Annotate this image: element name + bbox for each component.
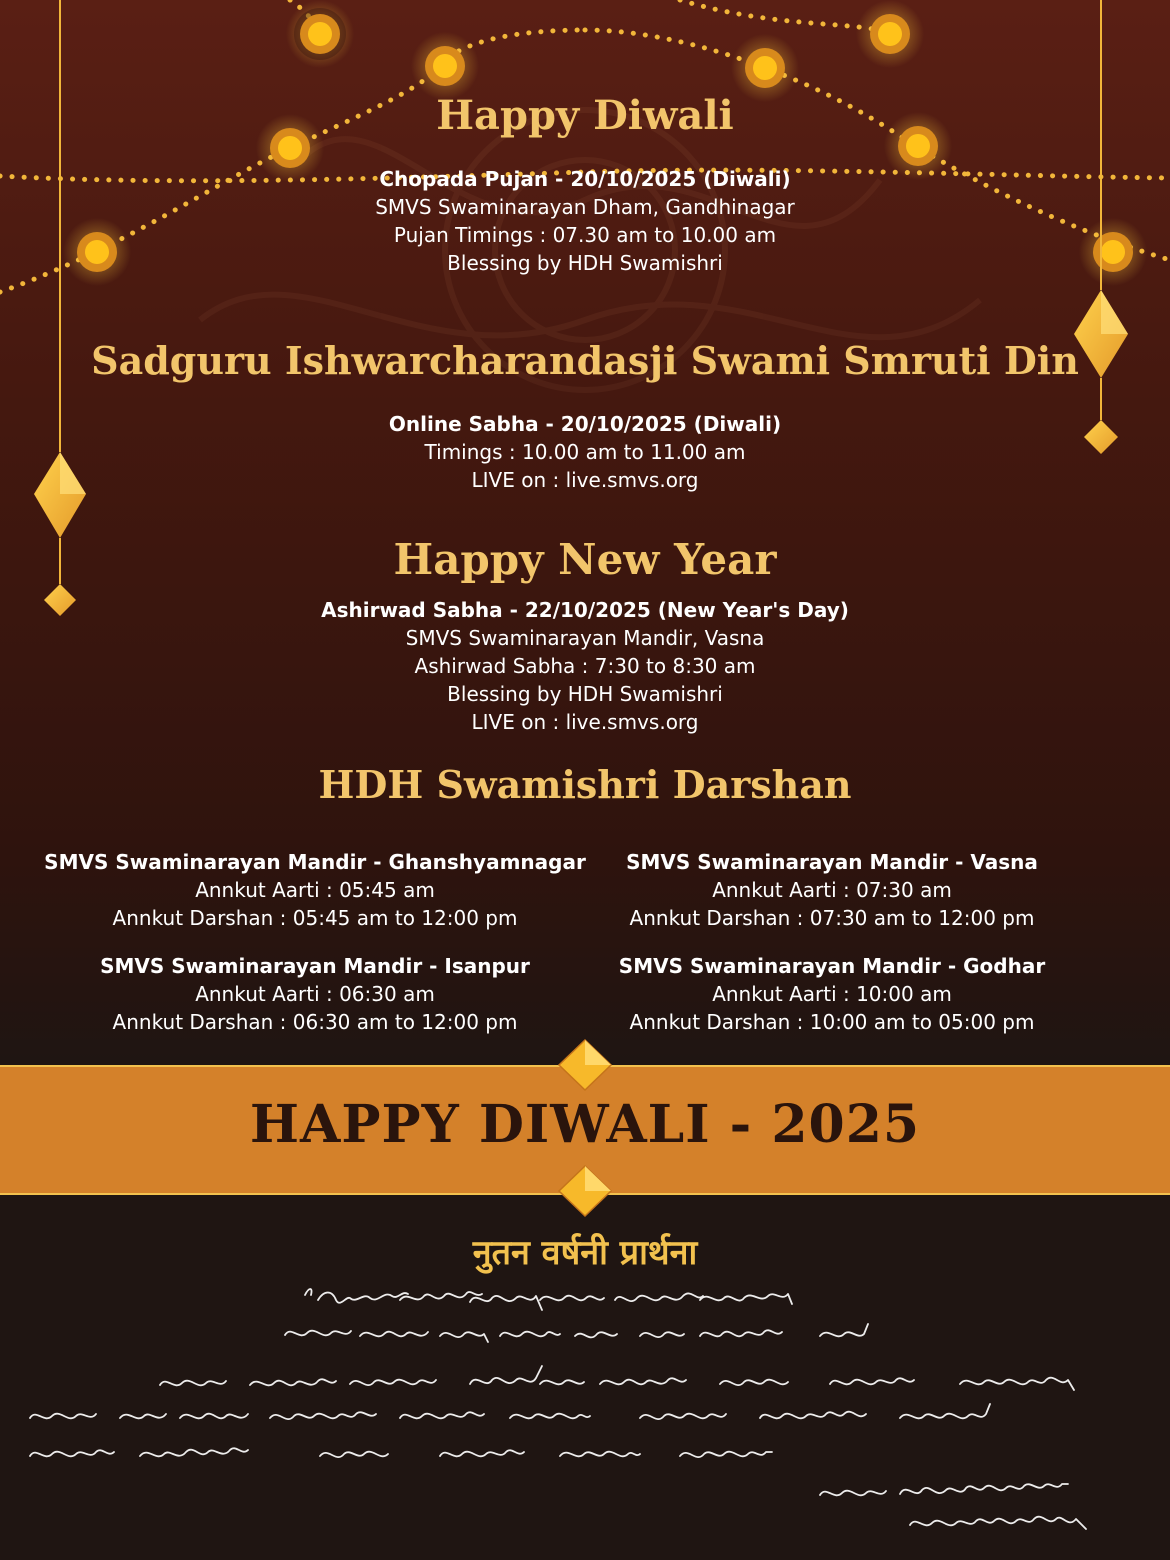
venue-aarti: Annkut Aarti : 07:30 am bbox=[712, 878, 952, 902]
section3-line: LIVE on : live.smvs.org bbox=[471, 710, 699, 734]
section2-line: Online Sabha - 20/10/2025 (Diwali) bbox=[388, 412, 782, 436]
section3-details bbox=[0, 596, 1170, 736]
prayer-title: नुतन वर्षनी प्रार्थना bbox=[472, 1233, 698, 1273]
venue-name: SMVS Swaminarayan Mandir - Vasna bbox=[626, 850, 1038, 874]
venue-name: SMVS Swaminarayan Mandir - Godhar bbox=[618, 954, 1046, 978]
section1-title: Happy Diwali bbox=[436, 92, 734, 139]
section1-details bbox=[0, 165, 1170, 277]
venue-darshan: Annkut Darshan : 05:45 am to 12:00 pm bbox=[112, 906, 518, 930]
section3-line: Blessing by HDH Swamishri bbox=[447, 682, 723, 706]
venue-aarti: Annkut Aarti : 06:30 am bbox=[195, 982, 435, 1006]
venue-vasna bbox=[552, 848, 1112, 932]
section3-line: Ashirwad Sabha - 22/10/2025 (New Year's Day) bbox=[321, 598, 849, 622]
section3-title: Happy New Year bbox=[393, 535, 777, 584]
venue-darshan: Annkut Darshan : 06:30 am to 12:00 pm bbox=[112, 1010, 518, 1034]
venue-darshan: Annkut Darshan : 07:30 am to 12:00 pm bbox=[629, 906, 1035, 930]
venue-godhar bbox=[552, 952, 1112, 1036]
venue-darshan: Annkut Darshan : 10:00 am to 05:00 pm bbox=[629, 1010, 1035, 1034]
section2-line: Timings : 10.00 am to 11.00 am bbox=[424, 440, 746, 464]
section2-details bbox=[0, 410, 1170, 494]
venue-aarti: Annkut Aarti : 10:00 am bbox=[712, 982, 952, 1006]
venue-aarti: Annkut Aarti : 05:45 am bbox=[195, 878, 435, 902]
section1-line: Pujan Timings : 07.30 am to 10.00 am bbox=[393, 223, 777, 247]
section2-title: Sadguru Ishwarcharandasji Swami Smruti Din bbox=[91, 338, 1079, 383]
section3-line: SMVS Swaminarayan Mandir, Vasna bbox=[405, 626, 765, 650]
venue-name: SMVS Swaminarayan Mandir - Isanpur bbox=[100, 954, 530, 978]
venue-ghanshyamnagar bbox=[35, 848, 595, 932]
banner-title: HAPPY DIWALI - 2025 bbox=[249, 1094, 921, 1155]
section4-title: HDH Swamishri Darshan bbox=[318, 762, 852, 807]
section1-line: SMVS Swaminarayan Dham, Gandhinagar bbox=[375, 195, 795, 219]
section2-line: LIVE on : live.smvs.org bbox=[471, 468, 699, 492]
section3-line: Ashirwad Sabha : 7:30 to 8:30 am bbox=[414, 654, 756, 678]
section1-line: Chopada Pujan - 20/10/2025 (Diwali) bbox=[379, 167, 791, 191]
section1-line: Blessing by HDH Swamishri bbox=[447, 251, 723, 275]
venue-isanpur bbox=[35, 952, 595, 1036]
venue-name: SMVS Swaminarayan Mandir - Ghanshyamnagar bbox=[44, 850, 586, 874]
